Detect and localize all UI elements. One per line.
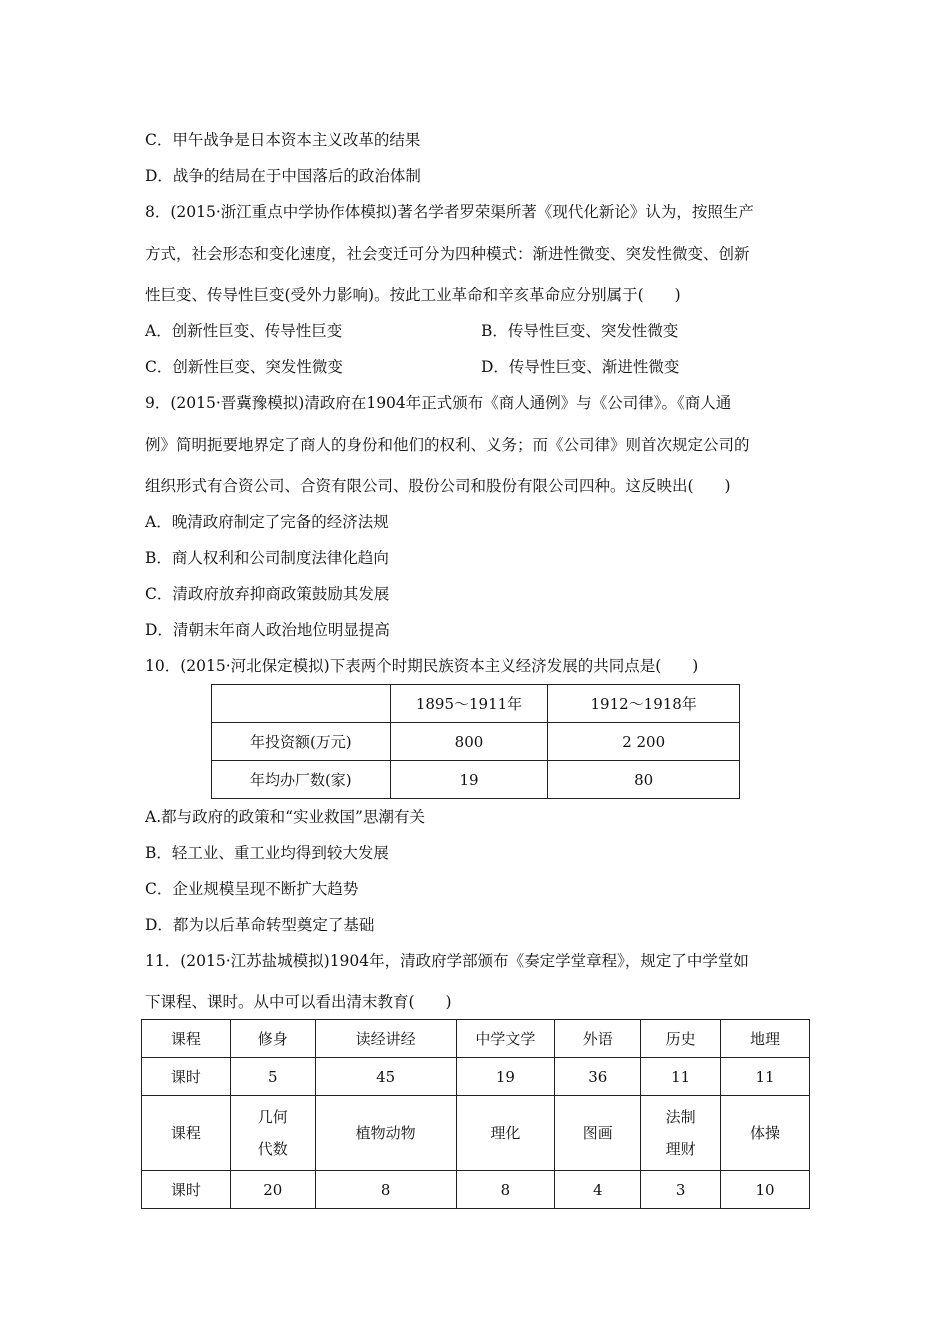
table-header-cell: 1912～1918年 [548,685,740,723]
table-cell: 课时 [142,1171,231,1209]
table-cell-line: 理财 [665,1140,696,1158]
table-cell: 80 [548,761,740,799]
table-cell: 8 [315,1171,456,1209]
table-row [142,1171,810,1209]
q10-option-b: B．轻工业、重工业均得到较大发展 [145,844,389,862]
q10-option-d: D．都为以后革命转型奠定了基础 [145,916,375,934]
q11-stem-line1: 11．(2015·江苏盐城模拟)1904年，清政府学部颁布《奏定学堂章程》，规定了中学堂如 [145,952,749,970]
table-cell: 11 [641,1058,721,1096]
q10-option-c: C．企业规模呈现不断扩大趋势 [145,880,359,898]
table-header-cell [212,685,391,723]
table-cell: 中学文学 [456,1020,555,1058]
table-cell: 19 [390,761,548,799]
q8-option-b: B．传导性巨变、突发性微变 [481,322,679,340]
q11-table [141,1019,810,1209]
q9-stem-line2: 例》简明扼要地界定了商人的身份和他们的权利、义务；而《公司律》则首次规定公司的 [145,436,750,454]
table-cell: 读经讲经 [315,1020,456,1058]
q10-option-a: A.都与政府的政策和“实业救国”思潮有关 [145,808,425,826]
table-cell: 45 [315,1058,456,1096]
q9-option-c: C．清政府放弃抑商政策鼓励其发展 [145,585,390,603]
table-row [212,685,740,723]
table-cell: 课程 [142,1020,231,1058]
table-row [142,1096,810,1171]
table-cell: 地理 [721,1020,810,1058]
q8-option-d: D．传导性巨变、渐进性微变 [481,358,680,376]
table-cell: 植物动物 [315,1096,456,1171]
q9-option-d: D．清朝末年商人政治地位明显提高 [145,621,390,639]
table-cell: 11 [721,1058,810,1096]
q9-option-b: B．商人权利和公司制度法律化趋向 [145,549,389,567]
q8-stem-line3: 性巨变、传导性巨变(受外力影响)。按此工业革命和辛亥革命应分别属于( ) [145,286,681,304]
table-cell-line: 几何 [257,1108,288,1126]
table-row [212,761,740,799]
table-cell: 课程 [142,1096,231,1171]
q7-option-d: D．战争的结局在于中国落后的政治体制 [145,167,421,185]
table-cell: 年均办厂数(家) [212,761,391,799]
table-row [142,1020,810,1058]
q9-stem-line1: 9．(2015·晋冀豫模拟)清政府在1904年正式颁布《商人通例》与《公司律》。《商人通 [145,394,732,412]
q9-option-a: A．晚清政府制定了完备的经济法规 [145,513,389,531]
table-cell: 历史 [641,1020,721,1058]
table-cell: 3 [641,1171,721,1209]
table-cell: 19 [456,1058,555,1096]
table-cell: 800 [390,723,548,761]
table-cell: 体操 [721,1096,810,1171]
q10-stem: 10．(2015·河北保定模拟)下表两个时期民族资本主义经济发展的共同点是( ) [145,657,699,675]
q8-stem-line2: 方式，社会形态和变化速度，社会变迁可分为四种模式：渐进性微变、突发性微变、创新 [145,245,750,263]
q8-option-c: C．创新性巨变、突发性微变 [145,358,343,376]
table-cell: 图画 [555,1096,641,1171]
table-cell: 理化 [456,1096,555,1171]
table-row [142,1058,810,1096]
q10-table [211,684,740,799]
table-cell-line: 代数 [257,1140,288,1158]
table-row [212,723,740,761]
table-cell: 4 [555,1171,641,1209]
table-cell: 外语 [555,1020,641,1058]
table-cell: 年投资额(万元) [212,723,391,761]
table-cell: 20 [230,1171,315,1209]
q8-stem-line1: 8．(2015·浙江重点中学协作体模拟)著名学者罗荣渠所著《现代化新论》认为，按照生产 [145,203,754,221]
table-cell: 课时 [142,1058,231,1096]
table-cell: 2 200 [548,723,740,761]
q8-option-a: A．创新性巨变、传导性巨变 [145,322,343,340]
q11-stem-line2: 下课程、课时。从中可以看出清末教育( ) [145,993,452,1011]
table-cell: 5 [230,1058,315,1096]
table-cell [230,1096,315,1171]
table-cell-line: 法制 [665,1108,696,1126]
q7-option-c: C．甲午战争是日本资本主义改革的结果 [145,131,421,149]
table-cell: 8 [456,1171,555,1209]
q9-stem-line3: 组织形式有合资公司、合资有限公司、股份公司和股份有限公司四种。这反映出( ) [145,477,731,495]
table-header-cell: 1895～1911年 [390,685,548,723]
table-cell [641,1096,721,1171]
table-cell: 10 [721,1171,810,1209]
table-cell: 修身 [230,1020,315,1058]
table-cell: 36 [555,1058,641,1096]
